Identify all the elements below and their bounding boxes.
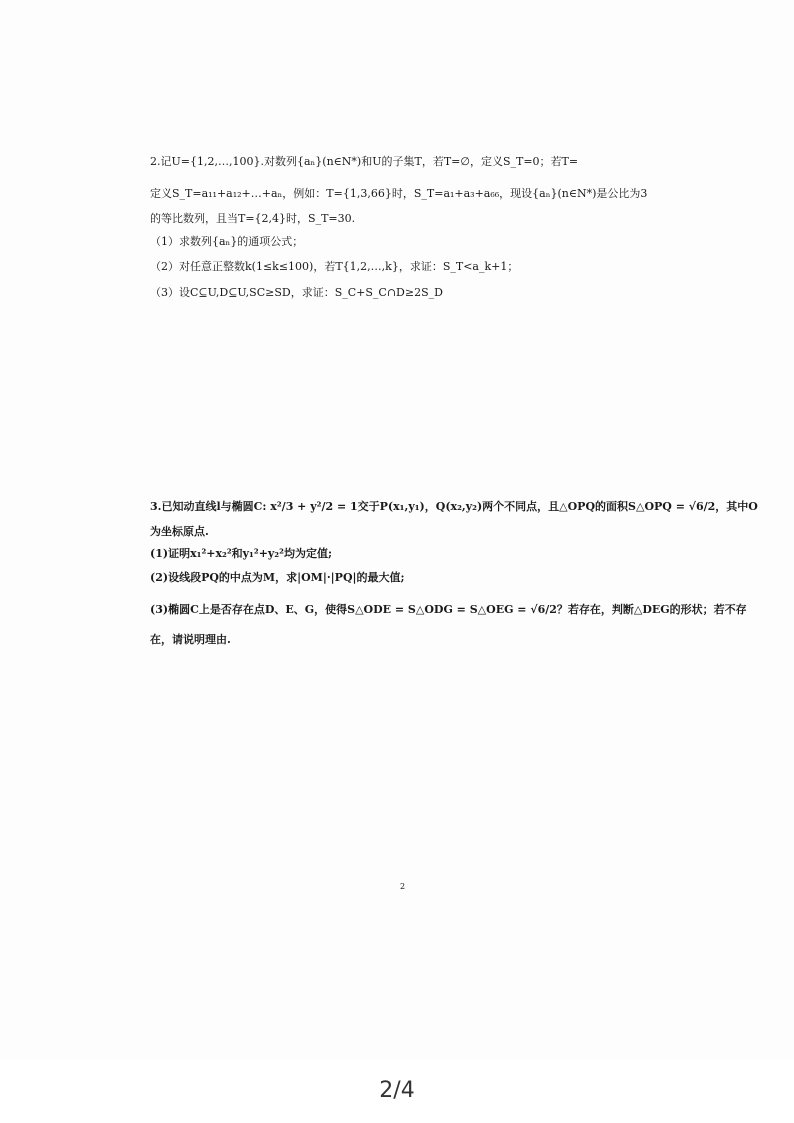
problem-3-line: 在，请说明理由. bbox=[150, 633, 231, 646]
problem-3-question-1: (1)证明x₁²+x₂²和y₁²+y₂²均为定值; bbox=[150, 547, 332, 560]
problem-3-line: 为坐标原点. bbox=[150, 525, 209, 538]
problem-2-question-2: （2）对任意正整数k(1≤k≤100)，若T{1,2,…,k}，求证：S_T<a_k+1； bbox=[150, 260, 519, 273]
problem-3-question-2: (2)设线段PQ的中点为M，求|OM|·|PQ|的最大值; bbox=[150, 571, 405, 584]
page-number-mark: 2 bbox=[400, 882, 406, 891]
page-indicator: 2/4 bbox=[379, 1078, 415, 1103]
problem-2-line: 定义S_T=a₁₁+a₁₂+…+aₙ，例如：T={1,3,66}时，S_T=a₁+a₃+a₆₆，现设{aₙ}(n∈N*)是公比为3 bbox=[150, 187, 648, 200]
problem-2-question-3: （3）设C⊆U,D⊆U,SC≥SD，求证：S_C+S_C∩D≥2S_D bbox=[150, 286, 443, 299]
problem-2-question-1: （1）求数列{aₙ}的通项公式； bbox=[150, 235, 304, 248]
problem-2-line: 2.记U={1,2,…,100}.对数列{aₙ}(n∈N*)和U的子集T，若T=∅，定义S_T=0；若T= bbox=[150, 155, 579, 168]
problem-3-line: 3.已知动直线l与椭圆C: x²/3 + y²/2 = 1交于P(x₁,y₁)，Q(x₂,y₂)两个不同点，且△OPQ的面积S△OPQ = √6/2，其中O bbox=[150, 500, 758, 513]
problem-3-question-3: (3)椭圆C上是否存在点D、E、G，使得S△ODE = S△ODG = S△OEG = √6/2？若存在，判断△DEG的形状；若不存 bbox=[150, 603, 747, 616]
problem-2-line: 的等比数列，且当T={2,4}时，S_T=30. bbox=[150, 212, 356, 225]
